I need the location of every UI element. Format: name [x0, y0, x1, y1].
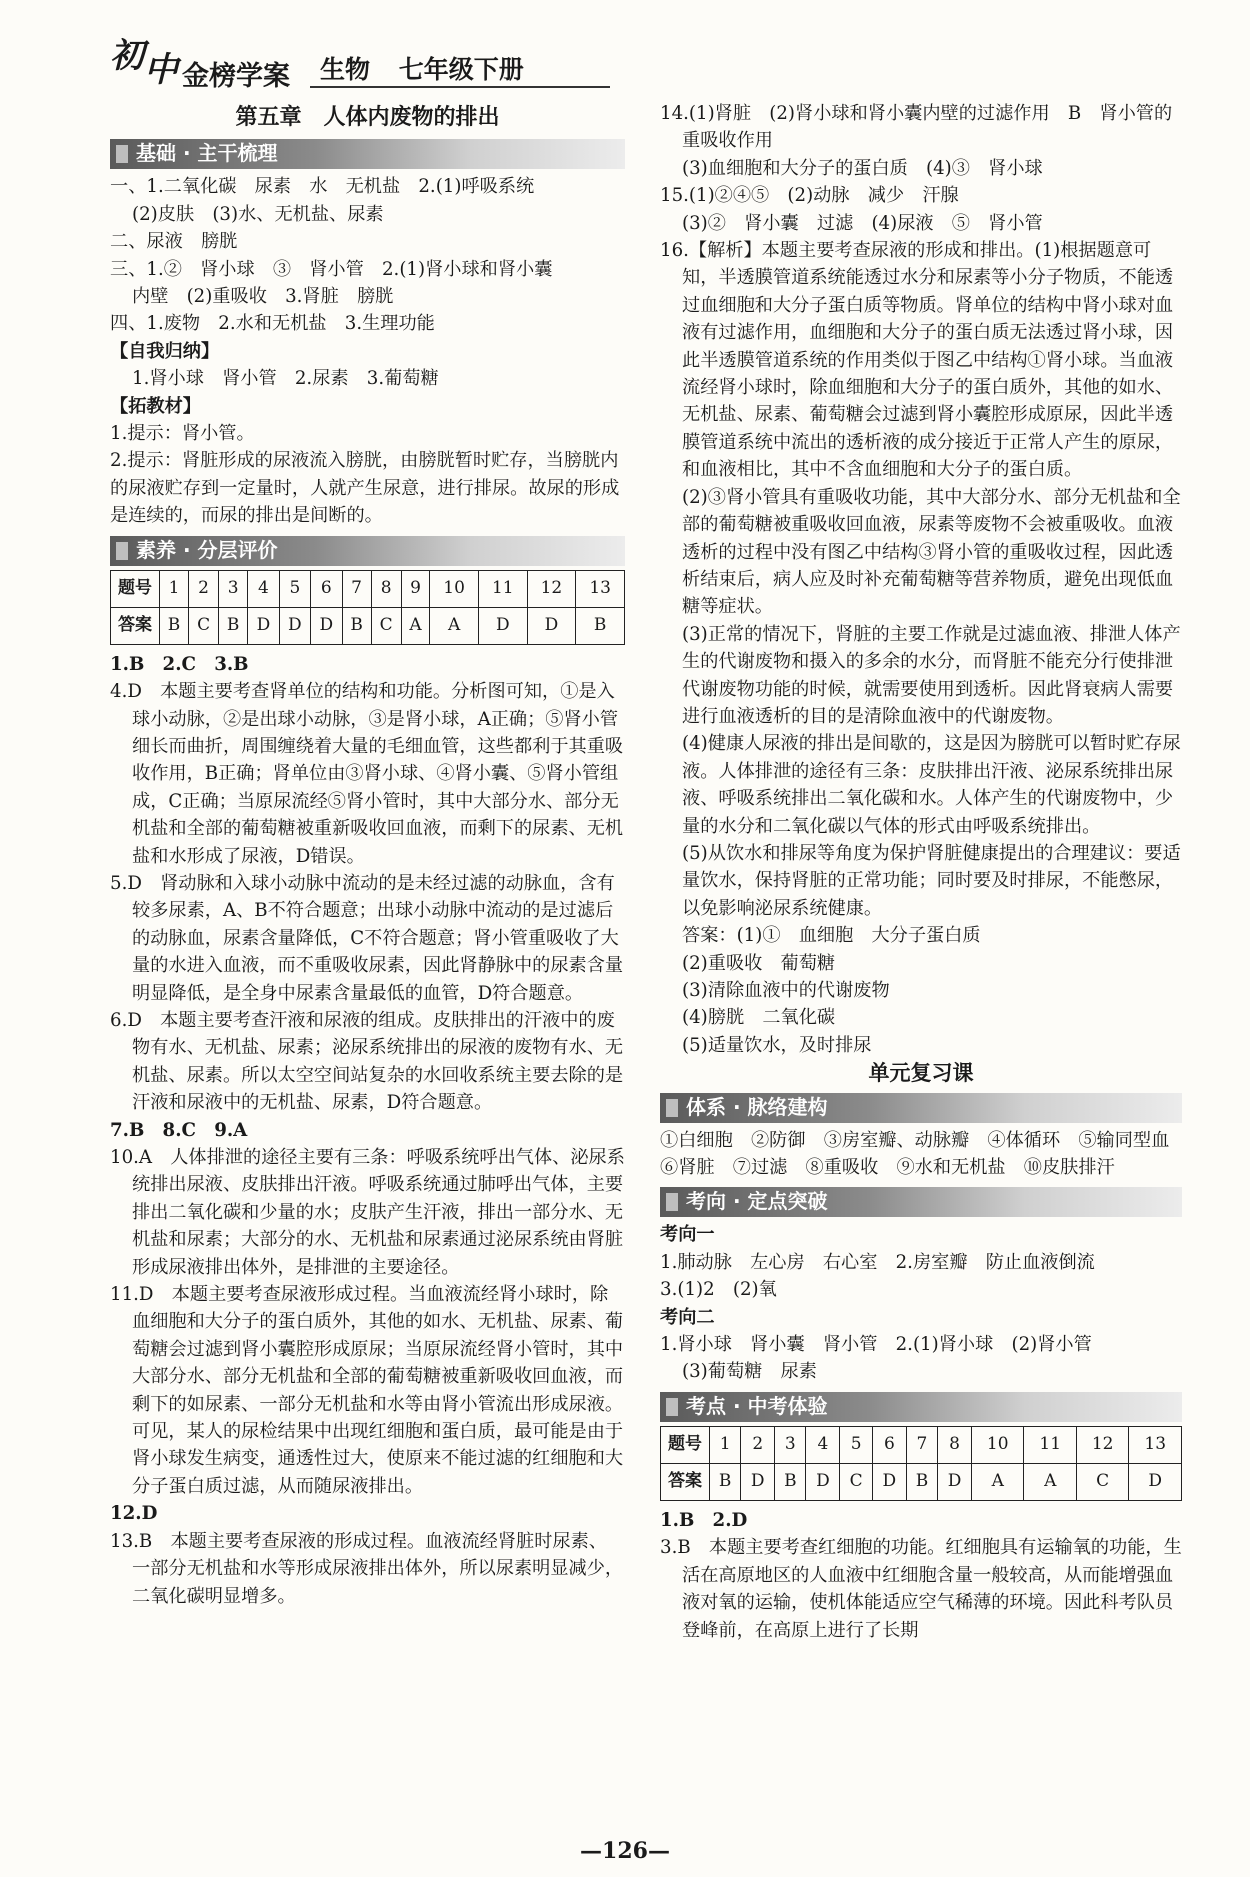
answer-1-3: 1.B 2.C 3.B [110, 653, 249, 675]
textbook-tip-1: 1.提示：肾小管。 [110, 423, 255, 445]
answer-16-final-2: (2)重吸收 葡萄糖 [682, 952, 836, 974]
answer-16-analysis: 16.【解析】本题主要考查尿液的形成和排出。(1)根据题意可知，半透膜管道系统能透过水分和尿素等小分子物质，不能透过血细胞和大分子蛋白质等物质。肾单位的结构中肾小球对血液有过滤作用，血细胞和大分子的蛋白质无法透过肾小球，因此半透膜管道系统的作用类似于图乙中结构①肾小球。当血液流经肾小球时，除血细胞和大分子的蛋白质外，其他的如水、无机盐、尿素、葡萄糖会过滤到肾小囊腔形成原尿，因此半透膜管道系统中流出的透析液的成分接近于正常人产生的原尿，和血液相比，其中不含血细胞和大分子的蛋白质。 [660, 240, 1174, 481]
right-column [660, 100, 1188, 1644]
table-header-ans: 答案 [661, 1463, 710, 1500]
self-summary-label: 【自我归纳】 [110, 340, 220, 362]
answer-14b: (3)血细胞和大分子的蛋白质 (4)③ 肾小球 [682, 157, 1043, 179]
table-header-num: 题号 [661, 1426, 710, 1463]
header-rule [310, 86, 610, 88]
answer-16-final-4: (4)膀胱 二氧化碳 [682, 1007, 836, 1029]
direction-2-line-1: 1.肾小球 肾小囊 肾小管 2.(1)肾小球 (2)肾小管 [660, 1334, 1092, 1356]
answer-16-part3: (3)正常的情况下，肾脏的主要工作就是过滤血液、排泄人体产生的代谢废物和摄入的多余的水分，而肾脏不能充分行使排泄代谢废物功能的时候，就需要使用到透析。因此肾衰病人需要进行血液透析的目的是清除血液中的代谢废物。 [682, 623, 1181, 727]
answer-16-part5: (5)从饮水和排尿等角度为保护肾脏健康提出的合理建议：要适量饮水，保持肾脏的正常功能；同时要及时排尿，不能憋尿，以免影响泌尿系统健康。 [682, 842, 1181, 919]
answer-14a: 14.(1)肾脏 (2)肾小球和肾小囊内壁的过滤作用 B 肾小管的重吸收作用 [660, 103, 1173, 152]
basics-line-5: 内壁 (2)重吸收 3.肾脏 膀胱 [132, 286, 394, 308]
answer-16-final-1: 答案：(1)① 血细胞 大分子蛋白质 [682, 925, 981, 947]
answer-15a: 15.(1)②④⑤ (2)动脉 减少 汗腺 [660, 185, 959, 207]
textbook-label: 【拓教材】 [110, 395, 201, 417]
direction-2-label: 考向二 [660, 1306, 715, 1328]
answer-table-left: 题号 1 2 3 4 5 6 7 8 9 10 11 12 13 答案 B C B D D D B C A A D D B [110, 570, 625, 645]
section-band-exam: 考点 · 中考体验 [660, 1392, 1182, 1422]
direction-1-label: 考向一 [660, 1224, 715, 1246]
basics-line-6: 四、1.废物 2.水和无机盐 3.生理功能 [110, 313, 435, 335]
table-header-num: 题号 [111, 570, 160, 607]
logo-char-zhong: 中 [144, 50, 178, 90]
section-band-direction: 考向 · 定点突破 [660, 1187, 1182, 1217]
logo-title: 金榜学案 [182, 61, 290, 92]
unit-review-title: 单元复习课 [868, 1060, 974, 1086]
section-band-basics: 基础 · 主干梳理 [110, 139, 625, 169]
answer-16-part2: (2)③肾小管具有重吸收功能，其中大部分水、部分无机盐和全部的葡萄糖被重吸收回血液，尿素等废物不会被重吸收。血液透析的过程中没有图乙中结构③肾小管的重吸收过程，因此透析结束后，病人应及时补充葡萄糖等营养物质，避免出现低血糖等症状。 [682, 486, 1181, 618]
answer-4: 4.D 本题主要考查肾单位的结构和功能。分析图可知，①是入球小动脉，②是出球小动脉，③是肾小球，A正确；⑤肾小管细长而曲折，周围缠绕着大量的毛细血管，这些都利于其重吸收作用，B正确；肾单位由③肾小球、④肾小囊、⑤肾小管组成，C正确；当原尿流经⑤肾小管时，其中大部分水、部分无机盐和全部的葡萄糖被重新吸收回血液，而剩下的尿素、无机盐和水形成了尿液，D错误。 [110, 681, 624, 867]
basics-line-2: (2)皮肤 (3)水、无机盐、尿素 [132, 203, 384, 225]
answer-15b: (3)② 肾小囊 过滤 (4)尿液 ⑤ 肾小管 [682, 212, 1043, 234]
page-number: —126— [580, 1838, 670, 1864]
answer-6: 6.D 本题主要考查汗液和尿液的组成。皮肤排出的汗液中的废物有水、无机盐、尿素；泌尿系统排出的尿液的废物有水、无机盐、尿素。所以太空空间站复杂的水回收系统主要去除的是汗液和尿液中的无机盐、尿素，D符合题意。 [110, 1009, 624, 1114]
self-summary-text: 1.肾小球 肾小管 2.尿素 3.葡萄糖 [132, 368, 439, 390]
answer-16-part4: (4)健康人尿液的排出是间歇的，这是因为膀胱可以暂时贮存尿液。人体排泄的途径有三条：皮肤排出汗液、泌尿系统排出尿液、呼吸系统排出二氧化碳和水。人体产生的代谢废物中，少量的水分和二氧化碳以气体的形式由呼吸系统排出。 [682, 733, 1181, 837]
exam-answer-1-2: 1.B 2.D [660, 1509, 748, 1531]
answer-13: 13.B 本题主要考查尿液的形成过程。血液流经肾脏时尿素、一部分无机盐和水等形成尿液排出体外，所以尿素明显减少，二氧化碳明显增多。 [110, 1530, 624, 1607]
system-text: ①白细胞 ②防御 ③房室瓣、动脉瓣 ④体循环 ⑤输同型血 ⑥肾脏 ⑦过滤 ⑧重吸收 ⑨水和无机盐 ⑩皮肤排汗 [660, 1129, 1188, 1179]
answer-10: 10.A 人体排泄的途径主要有三条：呼吸系统呼出气体、泌尿系统排出尿液、皮肤排出汗液。呼吸系统通过肺呼出气体，主要排出二氧化碳和少量的水；皮肤产生汗液，排出一部分水、无机盐和尿素；大部分的水、无机盐和尿素通过泌尿系统由肾脏形成尿液排出体外，是排泄的主要途径。 [110, 1147, 625, 1278]
direction-2-line-2: (3)葡萄糖 尿素 [682, 1361, 817, 1383]
textbook-tip-2: 2.提示：肾脏形成的尿液流入膀胱，由膀胱暂时贮存，当膀胱内的尿液贮存到一定量时，人就产生尿意，进行排尿。故尿的形成是连续的，而尿的排出是间断的。 [110, 450, 620, 527]
basics-line-1: 一、1.二氧化碳 尿素 水 无机盐 2.(1)呼吸系统 [110, 176, 535, 198]
direction-1-line-1: 1.肺动脉 左心房 右心室 2.房室瓣 防止血液倒流 [660, 1251, 1095, 1273]
answer-16-final-5: (5)适量饮水，及时排尿 [682, 1034, 872, 1056]
left-column [110, 100, 625, 1610]
page-header [110, 20, 620, 92]
basics-line-4: 三、1.② 肾小球 ③ 肾小管 2.(1)肾小球和肾小囊 [110, 258, 553, 280]
chapter-title: 第五章 人体内废物的排出 [235, 104, 500, 130]
basics-line-3: 二、尿液 膀胱 [110, 231, 238, 253]
answer-16-final-3: (3)清除血液中的代谢废物 [682, 980, 890, 1001]
exam-answer-3: 3.B 本题主要考查红细胞的功能。红细胞具有运输氧的功能，生活在高原地区的人血液中红细胞含量一般较高，从而能增强血液对氧的运输，使机体能适应空气稀薄的环境。因此科考队员登峰前，在高原上进行了长期 [660, 1537, 1182, 1641]
section-band-system: 体系 · 脉络建构 [660, 1093, 1182, 1123]
header-subtitle [320, 50, 544, 86]
direction-1-line-2: 3.(1)2 (2)氧 [660, 1279, 777, 1301]
answer-11: 11.D 本题主要考查尿液形成过程。当血液流经肾小球时，除血细胞和大分子的蛋白质外，其他的如水、无机盐、尿素、葡萄糖会过滤到肾小囊腔形成原尿；当原尿流经肾小管时，其中大部分水、部分无机盐和全部的葡萄糖被重新吸收回血液，而剩下的如尿素、一部分无机盐和水等由肾小管流出形成尿液。可见，某人的尿检结果中出现红细胞和蛋白质，最可能是由于肾小球发生病变，通透性过大，使原来不能过滤的红细胞和大分子蛋白质过滤，从而随尿液排出。 [110, 1284, 624, 1497]
logo-char-chu: 初 [110, 36, 144, 76]
answer-12: 12.D [110, 1503, 158, 1525]
answer-5: 5.D 肾动脉和入球小动脉中流动的是未经过滤的动脉血，含有较多尿素，A、B不符合题意；出球小动脉中流动的是过滤后的动脉血，尿素含量降低，C不符合题意；肾小管重吸收了大量的水进入血液，而不重吸收尿素，因此肾静脉中的尿素含量明显降低，是全身中尿素含量最低的血管，D符合题意。 [110, 872, 624, 1004]
grade-label: 七年级下册 [398, 55, 524, 84]
answer-7-9: 7.B 8.C 9.A [110, 1119, 248, 1141]
subject-label: 生物 [320, 55, 371, 84]
answer-table-right: 题号 1 2 3 4 5 6 7 8 10 11 12 13 答案 B D B D C D B D A A C D [660, 1426, 1182, 1501]
table-header-ans: 答案 [111, 607, 160, 644]
section-band-evaluation: 素养 · 分层评价 [110, 536, 625, 566]
